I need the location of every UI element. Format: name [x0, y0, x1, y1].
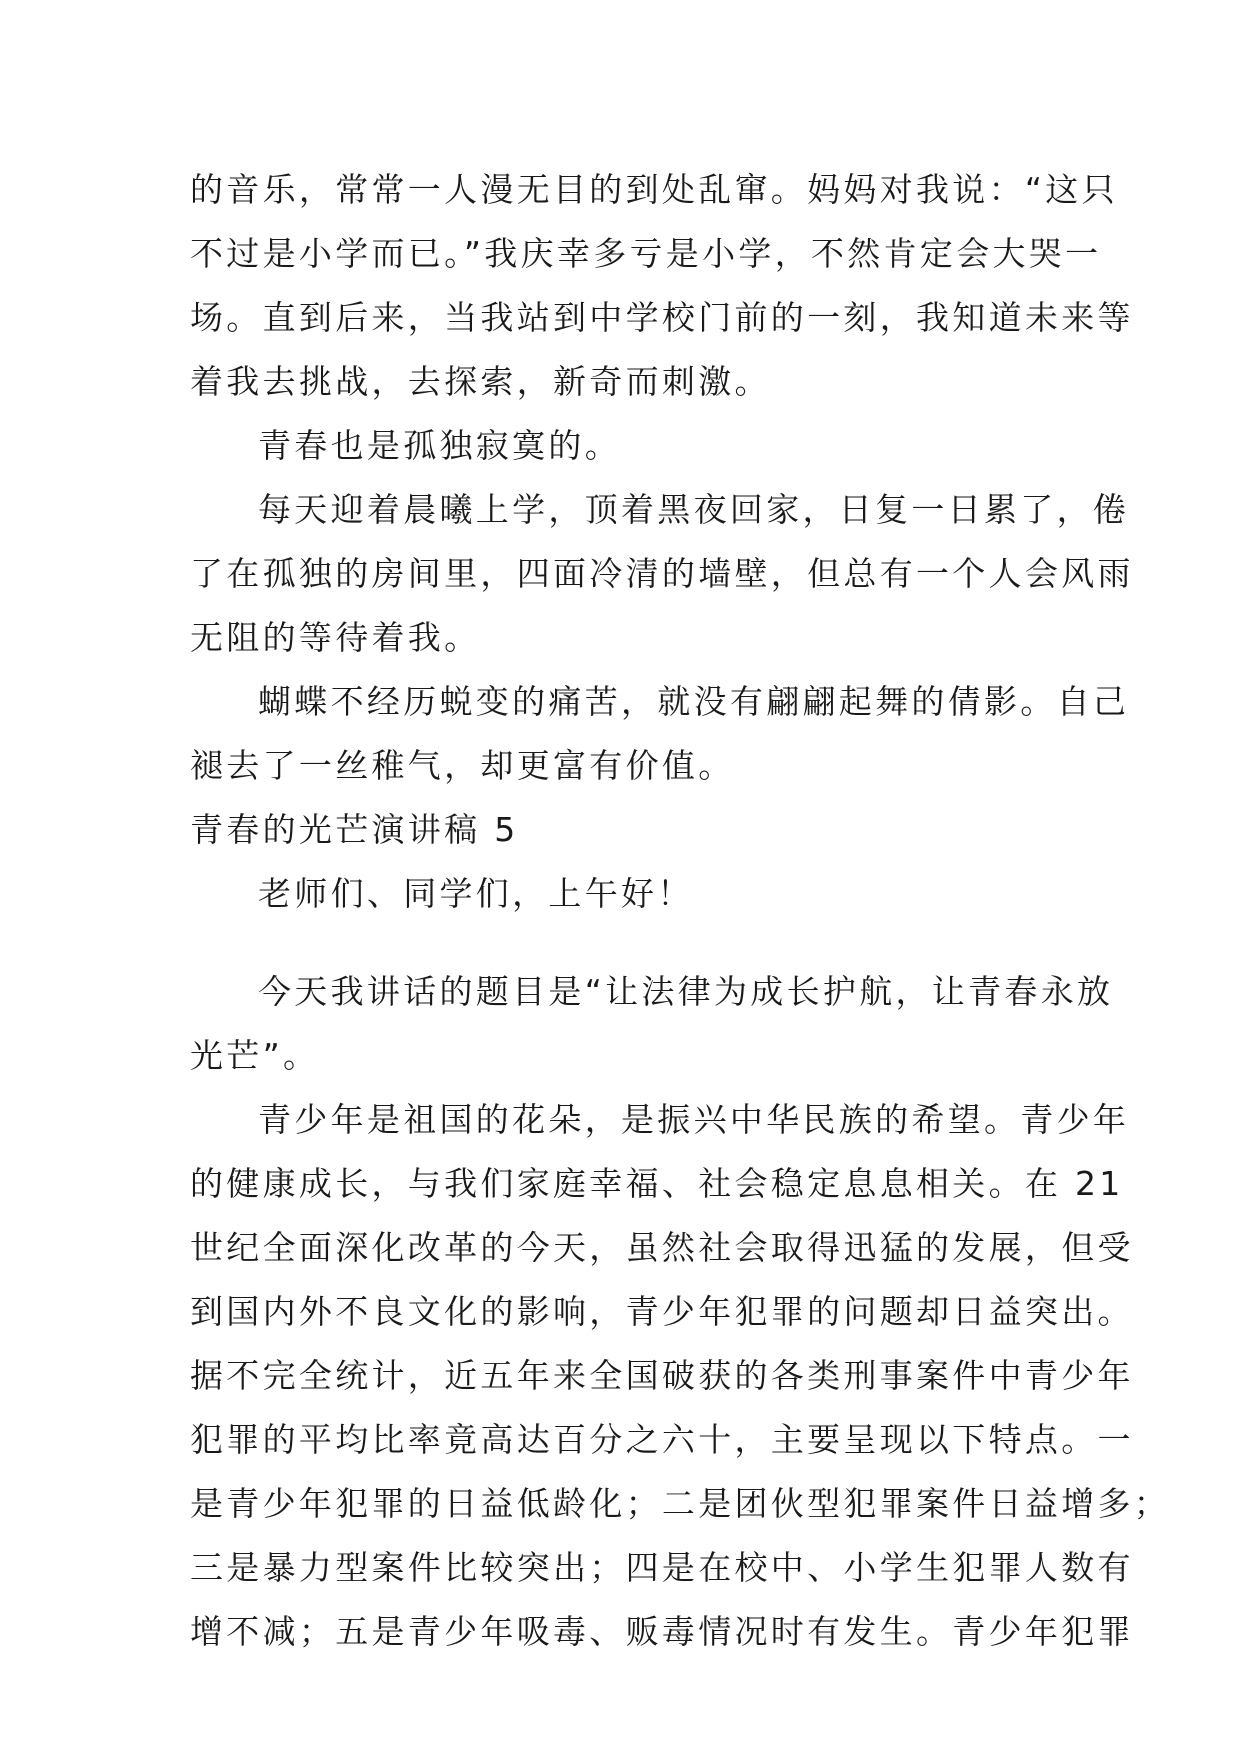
- text-line: 青春也是孤独寂寞的。: [258, 426, 621, 465]
- text-line: 的健康成长，与我们家庭幸福、社会稳定息息相关。在 21: [190, 1164, 1124, 1203]
- text-line: 每天迎着晨曦上学，顶着黑夜回家，日复一日累了，倦: [258, 490, 1130, 529]
- text-line: 犯罪的平均比率竟高达百分之六十，主要呈现以下特点。一: [190, 1420, 1134, 1459]
- text-line: 的音乐，常常一人漫无目的到处乱窜。妈妈对我说：“这只: [190, 170, 1118, 209]
- text-line: 今天我讲话的题目是“让法律为成长护航，让青春永放: [258, 972, 1114, 1011]
- text-line: 增不减；五是青少年吸毒、贩毒情况时有发生。青少年犯罪: [190, 1612, 1134, 1651]
- text-line: 着我去挑战，去探索，新奇而刺激。: [190, 362, 771, 401]
- text-line: 到国内外不良文化的影响，青少年犯罪的问题却日益突出。: [190, 1292, 1134, 1331]
- text-line: 据不完全统计，近五年来全国破获的各类刑事案件中青少年: [190, 1356, 1134, 1395]
- text-line: 光芒”。: [190, 1036, 320, 1075]
- text-line: 蝴蝶不经历蜕变的痛苦，就没有翩翩起舞的倩影。自己: [258, 682, 1130, 721]
- text-line: 场。直到后来，当我站到中学校门前的一刻，我知道未来等: [190, 298, 1134, 337]
- text-line: 世纪全面深化改革的今天，虽然社会取得迅猛的发展，但受: [190, 1228, 1134, 1267]
- text-line: 青少年是祖国的花朵，是振兴中华民族的希望。青少年: [258, 1100, 1130, 1139]
- text-line: 三是暴力型案件比较突出；四是在校中、小学生犯罪人数有: [190, 1548, 1134, 1587]
- paragraph-gap: [190, 926, 1070, 960]
- document-body: [190, 158, 1171, 1664]
- text-line: 是青少年犯罪的日益低龄化；二是团伙型犯罪案件日益增多；: [190, 1484, 1171, 1523]
- text-line: 了在孤独的房间里，四面冷清的墙壁，但总有一个人会风雨: [190, 554, 1134, 593]
- section-heading: 青春的光芒演讲稿 5: [190, 810, 519, 849]
- greeting-line: 老师们、同学们，上午好！: [258, 874, 694, 913]
- text-line: 无阻的等待着我。: [190, 618, 481, 657]
- text-line: 褪去了一丝稚气，却更富有价值。: [190, 746, 735, 785]
- text-line: 不过是小学而已。”我庆幸多亏是小学，不然肯定会大哭一: [190, 234, 1102, 273]
